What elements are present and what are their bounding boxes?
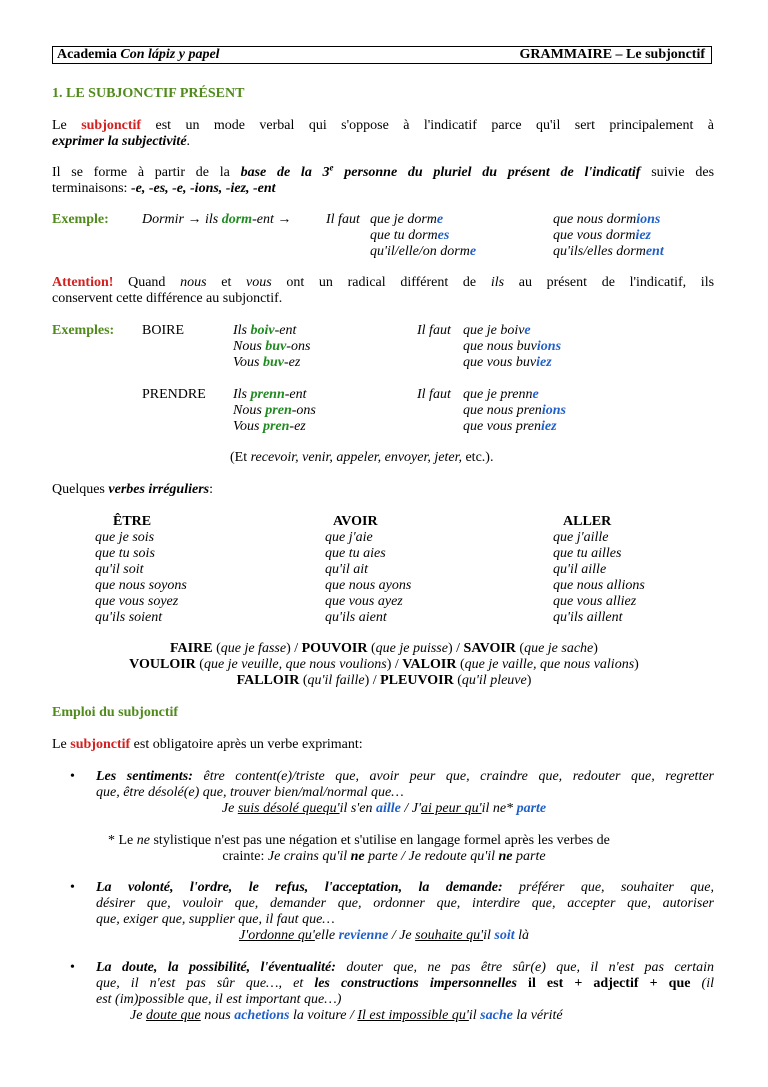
text: que je boiv [463,323,525,338]
conj: qu'il ait [325,562,369,577]
etc-note [230,450,493,466]
il-faut: Il faut [417,323,451,338]
conj: que nous ayons [325,578,412,593]
conj-row [370,212,443,228]
ending: e [436,212,444,227]
b3-line3: est (im)possible que, il est important que…) [96,992,342,1007]
conj-row [370,228,449,244]
text: que je puisse [375,641,448,656]
header-right: GRAMMAIRE – Le subjonctif [519,47,705,62]
bullet-icon: • [70,769,75,784]
text: qu'ils/elles dorm [553,244,646,259]
text: que je vaille, que nous valions [464,657,635,672]
conj: que tu ailles [553,546,622,561]
subj-row [463,355,552,371]
text: parte [512,849,546,864]
text: ( [195,657,204,672]
text: que je fasse [220,641,287,656]
text: recevoir, venir, appeler, envoyer, jeter, [250,450,462,465]
conj: qu'il aille [553,562,607,577]
text: au présent de l'indicatif, ils [518,275,715,290]
para2-line2 [52,181,276,197]
text: Ils [233,387,251,402]
heading-aller: ALLER [563,514,612,529]
keyword-subjonctif: subjonctif [70,737,131,752]
boire-row [233,339,310,355]
text: est un mode verbal qui s'oppose à l'indicatif parce qu'il sert principalement à [155,118,714,133]
text: nous [180,275,207,290]
text: POUVOIR [301,641,368,656]
col-avoir [325,530,411,626]
text: Quand [128,275,166,290]
text: (Et [230,450,251,465]
text: FAIRE [170,641,213,656]
text: SAVOIR [463,641,516,656]
text: verbes irréguliers [108,482,210,497]
examples-label: Exemples: [52,323,115,338]
b3-example [130,1008,563,1024]
conj: qu'ils aient [325,610,387,625]
text: doute que [145,1008,201,1023]
para1-line2 [52,134,190,150]
heading-etre: ÊTRE [113,514,152,529]
page-header [52,46,712,64]
text: préférer que, souhaiter que, [519,880,714,895]
header-academia: Academia [57,47,117,62]
text: ( [453,673,462,688]
emploi-intro [52,737,363,753]
text: il s'en [339,801,377,816]
bullet-icon: • [70,960,75,975]
text: . [186,134,191,149]
text: ) [593,641,598,656]
header-left [57,47,220,63]
text: elle [314,928,339,943]
conj: qu'ils aillent [553,610,623,625]
ending: ions [636,212,661,227]
superscript: e [329,162,334,173]
text: que vous pren [463,419,542,434]
conj: qu'il soit [95,562,144,577]
text: ( [212,641,221,656]
text: qu'il faille [307,673,365,688]
text: Il est impossible qu' [357,1008,469,1023]
verb: revienne [338,928,389,943]
stem: prenn [250,387,285,402]
boire-row [233,323,296,339]
b1-example [0,801,768,817]
text: Nous [233,403,266,418]
text: suis désolé que [237,801,323,816]
text: Dormir → ils [142,212,219,227]
text: -ons [291,403,316,418]
text: il est + adjectif + que [516,976,691,991]
prendre-row [233,403,316,419]
text: Je crains qu'il [267,849,351,864]
text: / Je [388,928,416,943]
text: / [400,801,412,816]
text: ) / [386,657,403,672]
conj: que tu sois [95,546,155,561]
verb: sache [480,1008,513,1023]
note-line1 [108,833,610,849]
text: -ent [274,323,297,338]
text: terminaisons: [52,181,128,196]
text: qu'il/elle/on dorm [370,244,470,259]
text: que nous dorm [553,212,637,227]
stem: pren [262,419,290,434]
text: : [209,482,213,497]
text: la voiture / [289,1008,358,1023]
text: ( [515,641,525,656]
text: La doute, la possibilité, l'éventualité: [96,960,336,975]
text: Je [221,801,238,816]
text: -ent → [252,212,292,227]
text: -ez [289,419,306,434]
text: crainte: [222,849,268,864]
stem: buv [265,339,287,354]
text: que tu dorm [370,228,438,243]
text: les constructions impersonnelles [314,976,517,991]
ending: e [469,244,477,259]
text: que nous buv [463,339,537,354]
subj-row [463,339,561,355]
verb-boire: BOIRE [142,323,184,338]
ending: e [532,387,539,402]
para2-line1 [52,162,715,181]
prendre-row [233,387,307,403]
stem: buv [262,355,284,370]
text: qu' [322,801,340,816]
ending: es [437,228,450,243]
text: ) [634,657,639,672]
text: VALOIR [402,657,457,672]
ending: ions [536,339,562,354]
text: que je dorm [370,212,437,227]
text: il ne* [481,801,517,816]
text: que je veuille, que nous voulions [203,657,387,672]
ending: iez [541,419,557,434]
conj-row [553,228,651,244]
b3-line1 [96,960,714,976]
ending: ions [541,403,566,418]
text: base de la 3 [240,165,330,180]
b2-line3: que, exiger que, supplier que, il faut que… [96,912,335,927]
text: -ons [286,339,311,354]
verb: soit [494,928,515,943]
boire-row [233,355,300,371]
text: nous [200,1008,235,1023]
text: FALLOIR [236,673,300,688]
attention-line1 [52,275,714,291]
verb: aille [376,801,401,816]
text: J'ordonne qu' [238,928,315,943]
b1-line2: que, être désolé(e) que, trouver bien/mal/normal que… [96,785,404,800]
text: personne du pluriel du présent de l'indicatif [344,165,641,180]
para1-line1 [52,118,714,134]
text: qu'il pleuve [461,673,527,688]
col-etre [95,530,187,626]
conj-row [553,244,664,260]
conj: que vous alliez [553,594,637,609]
text: que je sache [524,641,594,656]
b3-line2 [96,976,714,992]
conj-row [553,212,660,228]
conj: qu'ils soient [95,610,163,625]
b2-example [0,928,768,944]
stem: pren [265,403,292,418]
conj: que nous soyons [95,578,187,593]
text: ( [367,641,376,656]
heading-avoir: AVOIR [333,514,378,529]
text: Nous [233,339,266,354]
text: La volonté, l'ordre, le refus, l'acceptation, la demande: [96,880,503,895]
irr-line3 [0,673,768,689]
conj: que je sois [95,530,155,545]
conj: que vous ayez [325,594,403,609]
attention-line2: conservent cette différence au subjonctif. [52,291,283,306]
text: ) / [447,641,464,656]
text: * Le [108,833,137,848]
b2-line1 [96,880,714,896]
text: Le [52,737,71,752]
text: stylistique n'est pas une négation et s'utilise en langage formel après les verbes de [149,833,610,848]
text: que vous buv [463,355,537,370]
text: est obligatoire après un verbe exprimant: [130,737,363,752]
subj-row [463,419,557,435]
text: que nous pren [463,403,542,418]
ending: iez [635,228,651,243]
text: ne [350,849,365,864]
example-dormir [142,212,291,228]
text: Je [130,1008,146,1023]
text: suivie des [651,165,715,180]
text: ont un radical différent de [286,275,477,290]
example-label: Exemple: [52,212,109,227]
text: souhaite qu' [415,928,484,943]
note-line2 [0,849,768,865]
subj-row [463,403,566,419]
text: la vérité [512,1008,563,1023]
text: VOULOIR [129,657,196,672]
subj-row [463,323,531,339]
conj: que vous soyez [95,594,179,609]
text: -ent [284,387,307,402]
conj: que nous allions [553,578,645,593]
verb-prendre: PRENDRE [142,387,206,402]
text: ) [526,673,532,688]
text: J' [411,801,422,816]
text: douter que, ne pas être sûr(e) que, il n'est pas certain [346,960,715,975]
prendre-row [233,419,306,435]
text: etc.). [461,450,494,465]
text: vous [246,275,272,290]
keyword-subjonctif: subjonctif [81,118,142,133]
irr-line2 [0,657,768,673]
text: ) / [364,673,381,688]
ending: ent [645,244,664,259]
text: ( [456,657,465,672]
section-title: 1. LE SUBJONCTIF PRÉSENT [52,86,245,101]
text: exprimer la subjectivité [52,134,187,149]
verb: parte [516,801,547,816]
conj: que tu aies [325,546,386,561]
text: ( [299,673,308,688]
stem: dorm [221,212,253,227]
irregular-intro [52,482,213,498]
text: il [468,1008,481,1023]
emploi-title: Emploi du subjonctif [52,705,179,720]
verb: achetions [234,1008,290,1023]
text: que, il n'est pas sûr que…, et [96,976,315,991]
conj-row [370,244,476,260]
il-faut: Il faut [417,387,451,402]
attention-label: Attention! [52,275,114,290]
ending: e [524,323,531,338]
bullet-icon: • [70,880,75,895]
conj: que j'aie [325,530,373,545]
text: ils [490,275,505,290]
b2-line2: désirer que, vouloir que, demander que, ordonner que, interdire que, accepter que, autoriser [96,896,714,911]
text: parte / Je redoute qu'il [364,849,499,864]
text: -ez [283,355,301,370]
conj: que j'aille [553,530,609,545]
text: que je prenn [463,387,533,402]
text: (il [690,976,715,991]
text: ai peur qu' [421,801,482,816]
text: Ils [233,323,251,338]
ending: iez [536,355,552,370]
text: Il se forme à partir de la [52,165,230,180]
text: ne [498,849,513,864]
endings: -e, -es, -e, -ions, -iez, -ent [130,181,276,196]
il-faut: Il faut [326,212,360,227]
irr-line1 [0,641,768,657]
stem: boiv [250,323,275,338]
header-subtitle: Con lápiz y papel [120,47,220,62]
text: il [483,928,495,943]
text: et [221,275,232,290]
text: ) / [286,641,302,656]
text: ne [136,833,150,848]
subj-row [463,387,539,403]
text: Vous [233,355,263,370]
text: être content(e)/triste que, avoir peur que, craindre que, redouter que, regretter [203,769,714,784]
b1-line1 [96,769,714,785]
text: Les sentiments: [96,769,193,784]
text: PLEUVOIR [380,673,454,688]
text: Vous [233,419,263,434]
col-aller [553,530,645,626]
text: que vous dorm [553,228,636,243]
text: Quelques [52,482,109,497]
text: là [514,928,529,943]
text: Le [52,118,67,133]
